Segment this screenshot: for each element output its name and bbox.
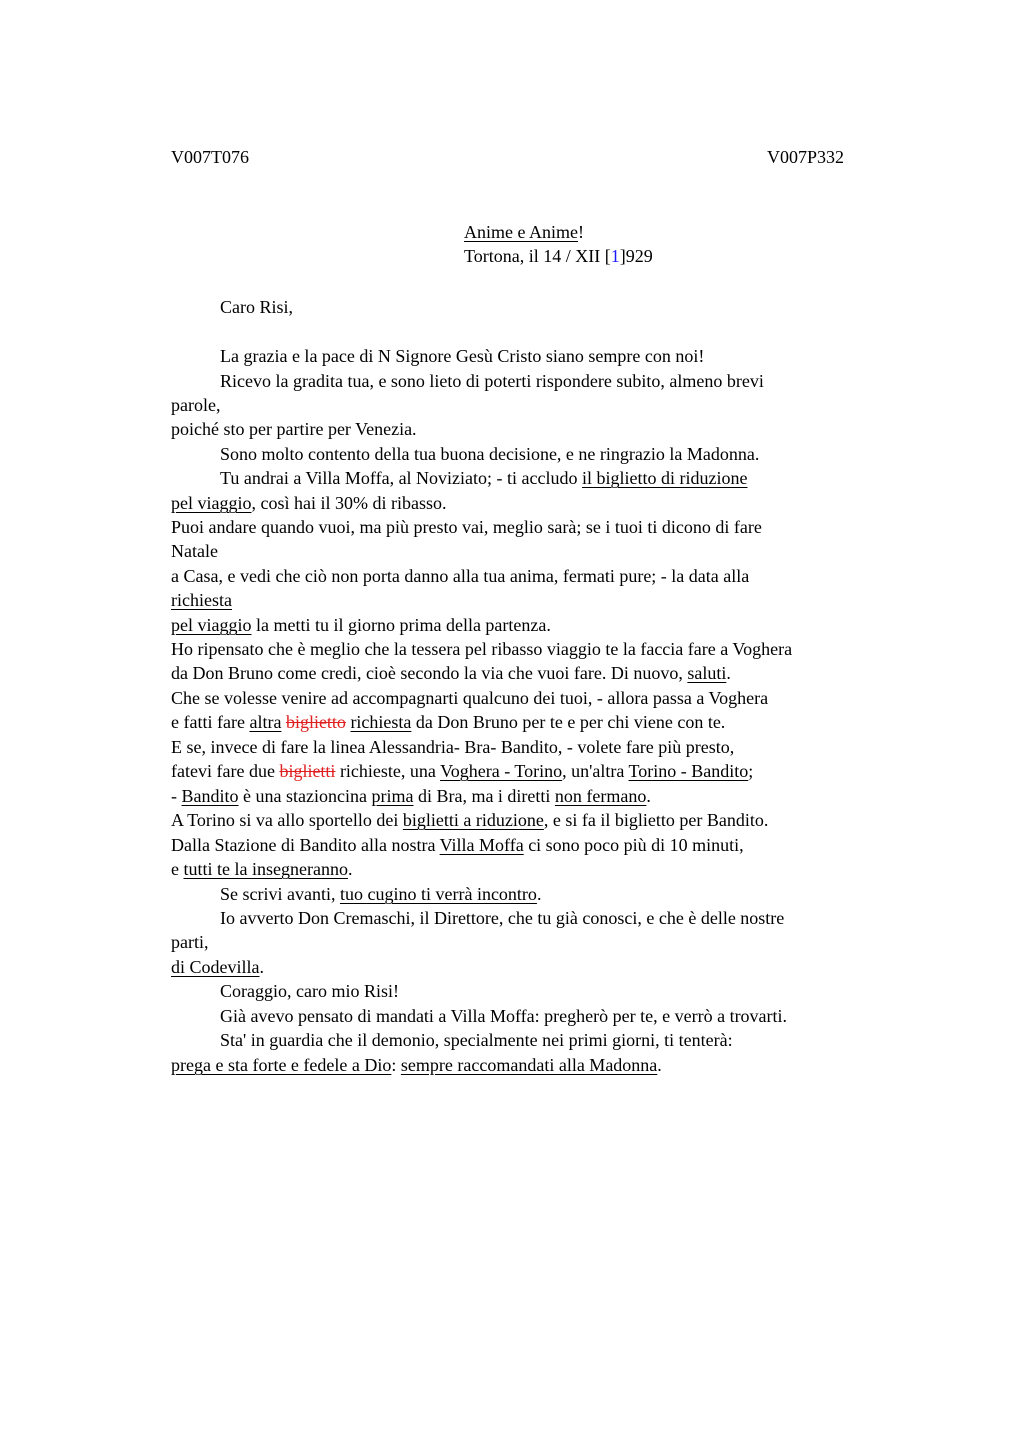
body-line: Coraggio, caro mio Risi!	[220, 981, 399, 1001]
document-code-right: V007P332	[766, 147, 844, 167]
body-line: A Torino si va allo sportello dei biglietti a riduzione, e si fa il biglietto per Bandito.	[171, 810, 769, 830]
body-line: parti,	[171, 932, 209, 952]
deleted-text: biglietti	[279, 761, 336, 781]
editorial-insert: 1	[610, 246, 620, 266]
body-line: - Bandito è una stazioncina prima di Bra, ma i diretti non fermano.	[171, 786, 651, 806]
body-line: Io avverto Don Cremaschi, il Direttore, che tu già conosci, e che è delle nostre	[220, 908, 785, 928]
document-code-left: V007T076	[171, 147, 249, 167]
body-line: pel viaggio, così hai il 30% di ribasso.	[171, 493, 447, 513]
letter-title-line: Anime e Anime!	[464, 222, 584, 242]
deleted-text: biglietto	[285, 712, 346, 732]
body-line: a Casa, e vedi che ciò non porta danno alla tua anima, fermati pure; - la data alla	[171, 566, 750, 586]
body-line: da Don Bruno come credi, cioè secondo la via che vuoi fare. Di nuovo, saluti.	[171, 663, 731, 683]
body-line: di Codevilla.	[171, 957, 264, 977]
body-line: prega e sta forte e fedele a Dio: sempre raccomandati alla Madonna.	[171, 1055, 662, 1075]
body-line: Già avevo pensato di mandati a Villa Moffa: pregherò per te, e verrò a trovarti.	[220, 1006, 788, 1026]
body-line: Tu andrai a Villa Moffa, al Noviziato; - ti accludo il biglietto di riduzione	[220, 468, 748, 488]
body-line: pel viaggio la metti tu il giorno prima della partenza.	[171, 615, 551, 635]
body-line: poiché sto per partire per Venezia.	[171, 419, 417, 439]
body-line: Sta' in guardia che il demonio, specialmente nei primi giorni, ti tenterà:	[220, 1030, 733, 1050]
body-line: La grazia e la pace di N Signore Gesù Cristo siano sempre con noi!	[220, 346, 705, 366]
body-line: Che se volesse venire ad accompagnarti qualcuno dei tuoi, - allora passa a Voghera	[171, 688, 769, 708]
body-line: Dalla Stazione di Bandito alla nostra Villa Moffa ci sono poco più di 10 minuti,	[171, 835, 744, 855]
letter-date: Tortona, il 14 / XII [1]929	[464, 246, 653, 266]
letter-title: Anime e Anime	[464, 222, 578, 242]
salutation: Caro Risi,	[220, 297, 294, 317]
body-line: Puoi andare quando vuoi, ma più presto vai, meglio sarà; se i tuoi ti dicono di fare	[171, 517, 762, 537]
body-line: Ho ripensato che è meglio che la tessera pel ribasso viaggio te la faccia fare a Voghera	[171, 639, 793, 659]
body-line: fatevi fare due biglietti richieste, una Voghera - Torino, un'altra Torino - Bandito;	[171, 761, 754, 781]
body-line: E se, invece di fare la linea Alessandria- Bra- Bandito, - volete fare più presto,	[171, 737, 735, 757]
body-line: Natale	[171, 541, 218, 561]
body-line: Sono molto contento della tua buona decisione, e ne ringrazio la Madonna.	[220, 444, 760, 464]
body-line: richiesta	[171, 590, 232, 610]
body-line: parole,	[171, 395, 221, 415]
body-line: e tutti te la insegneranno.	[171, 859, 353, 879]
body-line: Ricevo la gradita tua, e sono lieto di poterti rispondere subito, almeno brevi	[220, 371, 764, 391]
body-line: e fatti fare altra biglietto richiesta da Don Bruno per te e per chi viene con te.	[171, 712, 726, 732]
body-line: Se scrivi avanti, tuo cugino ti verrà incontro.	[220, 884, 542, 904]
